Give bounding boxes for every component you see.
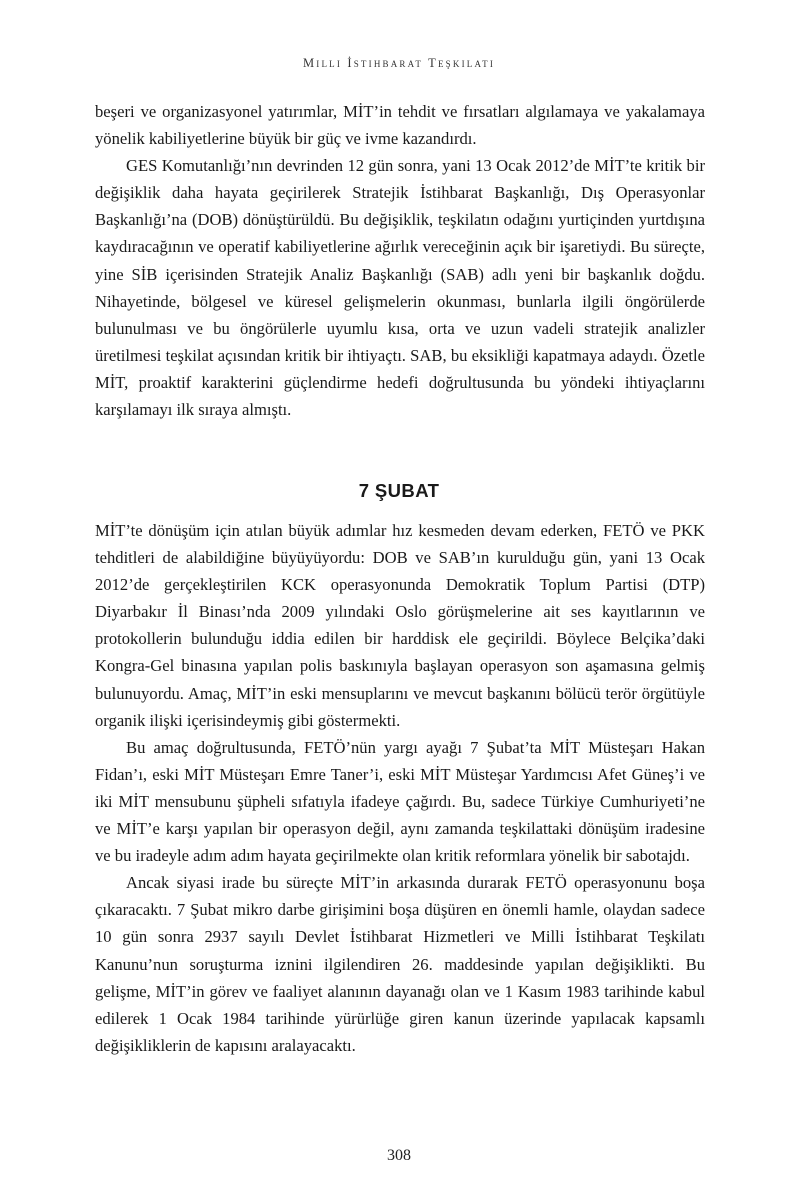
paragraph: Ancak siyasi irade bu süreçte MİT’in arkasında durarak FETÖ operasyonunu boşa çıkaracaktı. 7 Şubat mikro darbe girişimini boşa düşüren en önemli hamle, olaydan sadece 10 gün sonra 2937 sayılı Devlet İstihbarat Hizmetleri ve Milli İstihbarat Teşkilatı Kanunu’nun soruşturma iznini ilgilendiren 26. maddesinde yapılan değişiklikti. Bu gelişme, MİT’in görev ve faaliyet alanının dayanağı olan ve 1 Kasım 1983 tarihinde kabul edilerek 1 Ocak 1984 tarihinde yürürlüğe giren kanun üzerinde yapılacak kapsamlı değişikliklerin de kapısını aralayacaktı.	[95, 873, 705, 1055]
paragraph: beşeri ve organizasyonel yatırımlar, MİT’in tehdit ve fırsatları algılamaya ve yakalamaya yönelik kabiliyetlerine büyük bir güç ve ivme kazandırdı.	[95, 102, 705, 149]
text-block-intro	[95, 98, 705, 423]
section-heading: 7 ŞUBAT	[358, 480, 440, 501]
running-header: Milli İstihbarat Teşkilatı	[302, 56, 496, 70]
paragraph: Bu amaç doğrultusunda, FETÖ’nün yargı ayağı 7 Şubat’ta MİT Müsteşarı Hakan Fidan’ı, eski MİT Müsteşarı Emre Taner’i, eski MİT Müsteşar Yardımcısı Afet Güneş’i ve iki MİT mensubunu şüpheli sıfatıyla ifadeye çağırdı. Bu, sadece Türkiye Cumhuriyeti’ne ve MİT’e karşı yapılan bir operasyon değil, aynı zamanda teşkilattaki dönüşüm iradesine ve bu iradeyle adım adım hayata geçirilmekte olan kritik reformlara yönelik bir sabotajdı.	[95, 737, 705, 866]
paragraph: GES Komutanlığı’nın devrinden 12 gün sonra, yani 13 Ocak 2012’de MİT’te kritik bir değişiklik daha hayata geçirilerek Stratejik İstihbarat Başkanlığı, Dış Operasyonlar Başkanlığı’na (DOB) dönüştürüldü. Bu değişiklik, teşkilatın odağını yurtiçinden yurtdışına kaydıracağının ve operatif kabiliyetlerine ağırlık vereceğinin açık bir işaretiydi. Bu süreçte, yine SİB içerisinden Stratejik Analiz Başkanlığı (SAB) adlı yeni bir başkanlık doğdu. Nihayetinde, bölgesel ve küresel gelişmelerin okunması, bunlarla ilgili öngörülerde bulunulması ve bu öngörülerle uyumlu kısa, orta ve uzun vadeli stratejik analizler üretilmesi teşkilat açısından kritik bir ihtiyaçtı. SAB, bu eksikliği kapatmaya adaydı. Özetle MİT, proaktif karakterini güçlendirme hedefi doğrultusunda bu yöndeki ihtiyaçlarını karşılamayı ilk sıraya almıştı.	[95, 156, 705, 420]
page-number: 308	[387, 1147, 411, 1164]
text-block-7-subat	[95, 517, 705, 1059]
paragraph: MİT’te dönüşüm için atılan büyük adımlar hız kesmeden devam ederken, FETÖ ve PKK tehditleri de alabildiğine büyüyüyordu: DOB ve SAB’ın kurulduğu gün, yani 13 Ocak 2012’de gerçekleştirilen KCK operasyonunda Demokratik Toplum Partisi (DTP) Diyarbakır İl Binası’nda 2009 yılındaki Oslo görüşmelerine ait ses kayıtlarının ve protokollerin bulunduğu iddia edilen bir harddisk ele geçirildi. Böylece Belçika’daki Kongra-Gel binasına yapılan polis baskınıyla başlayan operasyon son aşamasına gelmiş bulunuyordu. Amaç, MİT’in eski mensuplarını ve mevcut başkanını bölücü terör örgütüyle organik ilişki içerisindeymiş gibi göstermekti.	[95, 521, 705, 730]
